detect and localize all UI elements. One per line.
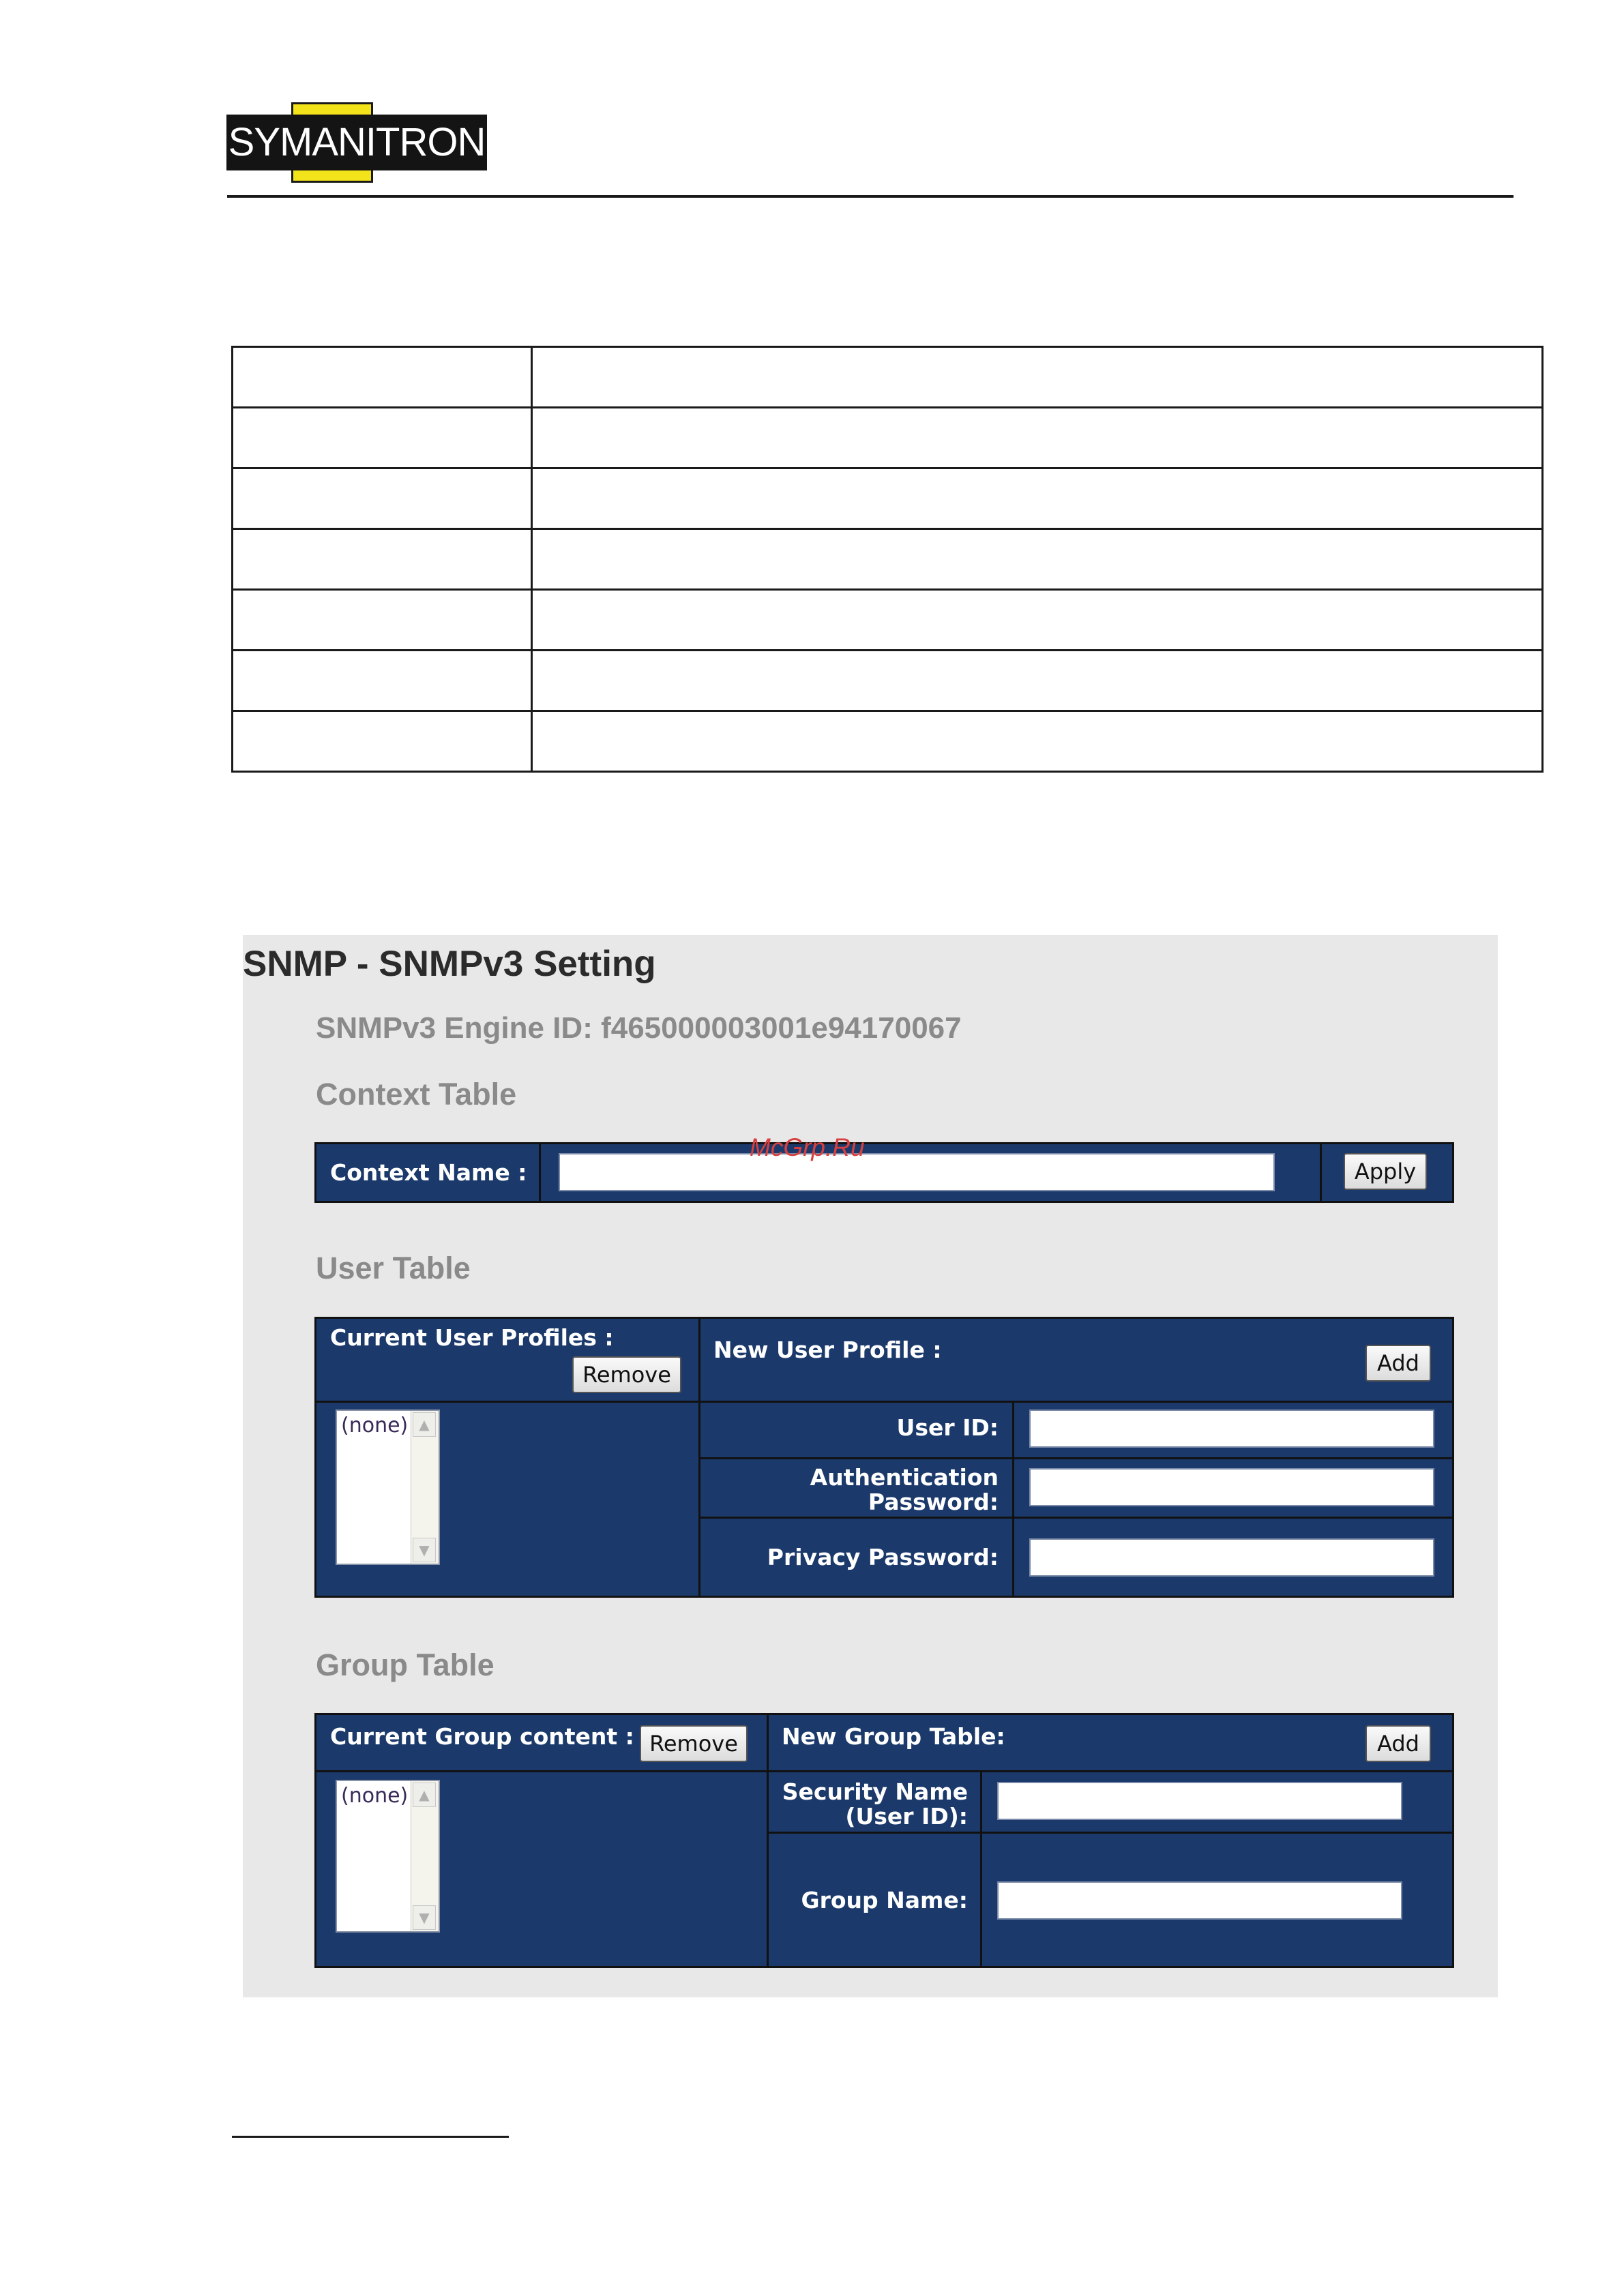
- table-cell: [532, 651, 1543, 711]
- table-cell: [532, 347, 1543, 408]
- add-user-button[interactable]: Add: [1365, 1345, 1431, 1382]
- table-cell: [532, 529, 1543, 590]
- table-cell: [233, 590, 532, 651]
- table-row: [233, 590, 1543, 651]
- table-cell: [233, 529, 532, 590]
- document-table: [231, 346, 1544, 773]
- user-id-label: User ID:: [896, 1414, 999, 1441]
- table-row: [233, 347, 1543, 408]
- table-cell: [532, 711, 1543, 772]
- divider: [1320, 1144, 1322, 1201]
- remove-group-button[interactable]: Remove: [640, 1725, 748, 1762]
- table-row: [233, 408, 1543, 468]
- group-table-heading: Group Table: [316, 1648, 494, 1682]
- remove-user-button[interactable]: Remove: [572, 1356, 681, 1393]
- scroll-down-arrow-icon[interactable]: ▼: [413, 1538, 436, 1562]
- scroll-up-arrow-icon[interactable]: ▲: [413, 1783, 436, 1807]
- divider: [1012, 1401, 1014, 1596]
- list-scrollbar[interactable]: [411, 1411, 439, 1564]
- user-table: [314, 1317, 1454, 1598]
- logo-text: SYMANITRON: [228, 120, 486, 164]
- snmp-settings-panel: [243, 935, 1498, 1997]
- company-logo: [226, 102, 487, 183]
- group-content-list[interactable]: [336, 1780, 440, 1933]
- new-group-table-label: New Group Table:: [782, 1723, 1005, 1750]
- table-row: [233, 529, 1543, 590]
- current-group-content-label: Current Group content :: [330, 1723, 634, 1750]
- security-name-label-line1: Security Name: [782, 1778, 968, 1805]
- list-scrollbar[interactable]: [411, 1781, 439, 1931]
- privacy-password-input[interactable]: [1029, 1538, 1434, 1577]
- context-table-heading: Context Table: [316, 1077, 517, 1112]
- new-user-profile-label: New User Profile :: [713, 1337, 942, 1363]
- divider: [980, 1770, 982, 1966]
- group-name-input[interactable]: [997, 1881, 1402, 1920]
- context-name-input[interactable]: [559, 1153, 1275, 1191]
- user-table-heading: User Table: [316, 1251, 471, 1285]
- table-cell: [532, 408, 1543, 468]
- current-user-profiles-label: Current User Profiles :: [330, 1324, 614, 1351]
- divider: [539, 1144, 541, 1201]
- footnote-rule: [232, 2136, 509, 2138]
- table-cell: [233, 347, 532, 408]
- table-cell: [532, 468, 1543, 529]
- context-table: [314, 1142, 1454, 1203]
- user-id-input[interactable]: [1029, 1410, 1434, 1448]
- auth-password-input[interactable]: [1029, 1468, 1434, 1506]
- table-row: [233, 711, 1543, 772]
- divider: [316, 1401, 1452, 1403]
- scroll-down-arrow-icon[interactable]: ▼: [413, 1905, 436, 1930]
- context-name-label: Context Name :: [330, 1159, 527, 1186]
- add-group-button[interactable]: Add: [1365, 1725, 1431, 1762]
- divider: [767, 1715, 769, 1966]
- auth-password-label-line1: Authentication: [810, 1464, 999, 1491]
- user-profiles-list[interactable]: [336, 1410, 440, 1565]
- divider: [698, 1517, 1452, 1519]
- divider: [767, 1832, 1452, 1834]
- table-cell: [233, 468, 532, 529]
- page-title: SNMP - SNMPv3 Setting: [243, 944, 656, 984]
- group-table: [314, 1713, 1454, 1968]
- list-item[interactable]: (none): [341, 1414, 409, 1437]
- divider: [316, 1770, 1452, 1772]
- table-cell: [233, 651, 532, 711]
- table-cell: [233, 408, 532, 468]
- table-cell: [532, 590, 1543, 651]
- security-name-input[interactable]: [997, 1782, 1402, 1820]
- list-item[interactable]: (none): [341, 1784, 409, 1808]
- scroll-up-arrow-icon[interactable]: ▲: [413, 1412, 436, 1437]
- table-cell: [233, 711, 532, 772]
- engine-id-text: SNMPv3 Engine ID: f465000003001e94170067: [316, 1011, 962, 1045]
- header-rule: [227, 195, 1514, 198]
- table-row: [233, 468, 1543, 529]
- security-name-label-line2: (User ID):: [845, 1803, 968, 1830]
- watermark-text: McGrp.Ru: [750, 1133, 865, 1161]
- group-name-label: Group Name:: [801, 1887, 968, 1913]
- divider: [698, 1457, 1452, 1459]
- privacy-password-label: Privacy Password:: [767, 1544, 999, 1570]
- apply-button[interactable]: Apply: [1344, 1153, 1427, 1190]
- auth-password-label-line2: Password:: [868, 1489, 999, 1515]
- table-row: [233, 651, 1543, 711]
